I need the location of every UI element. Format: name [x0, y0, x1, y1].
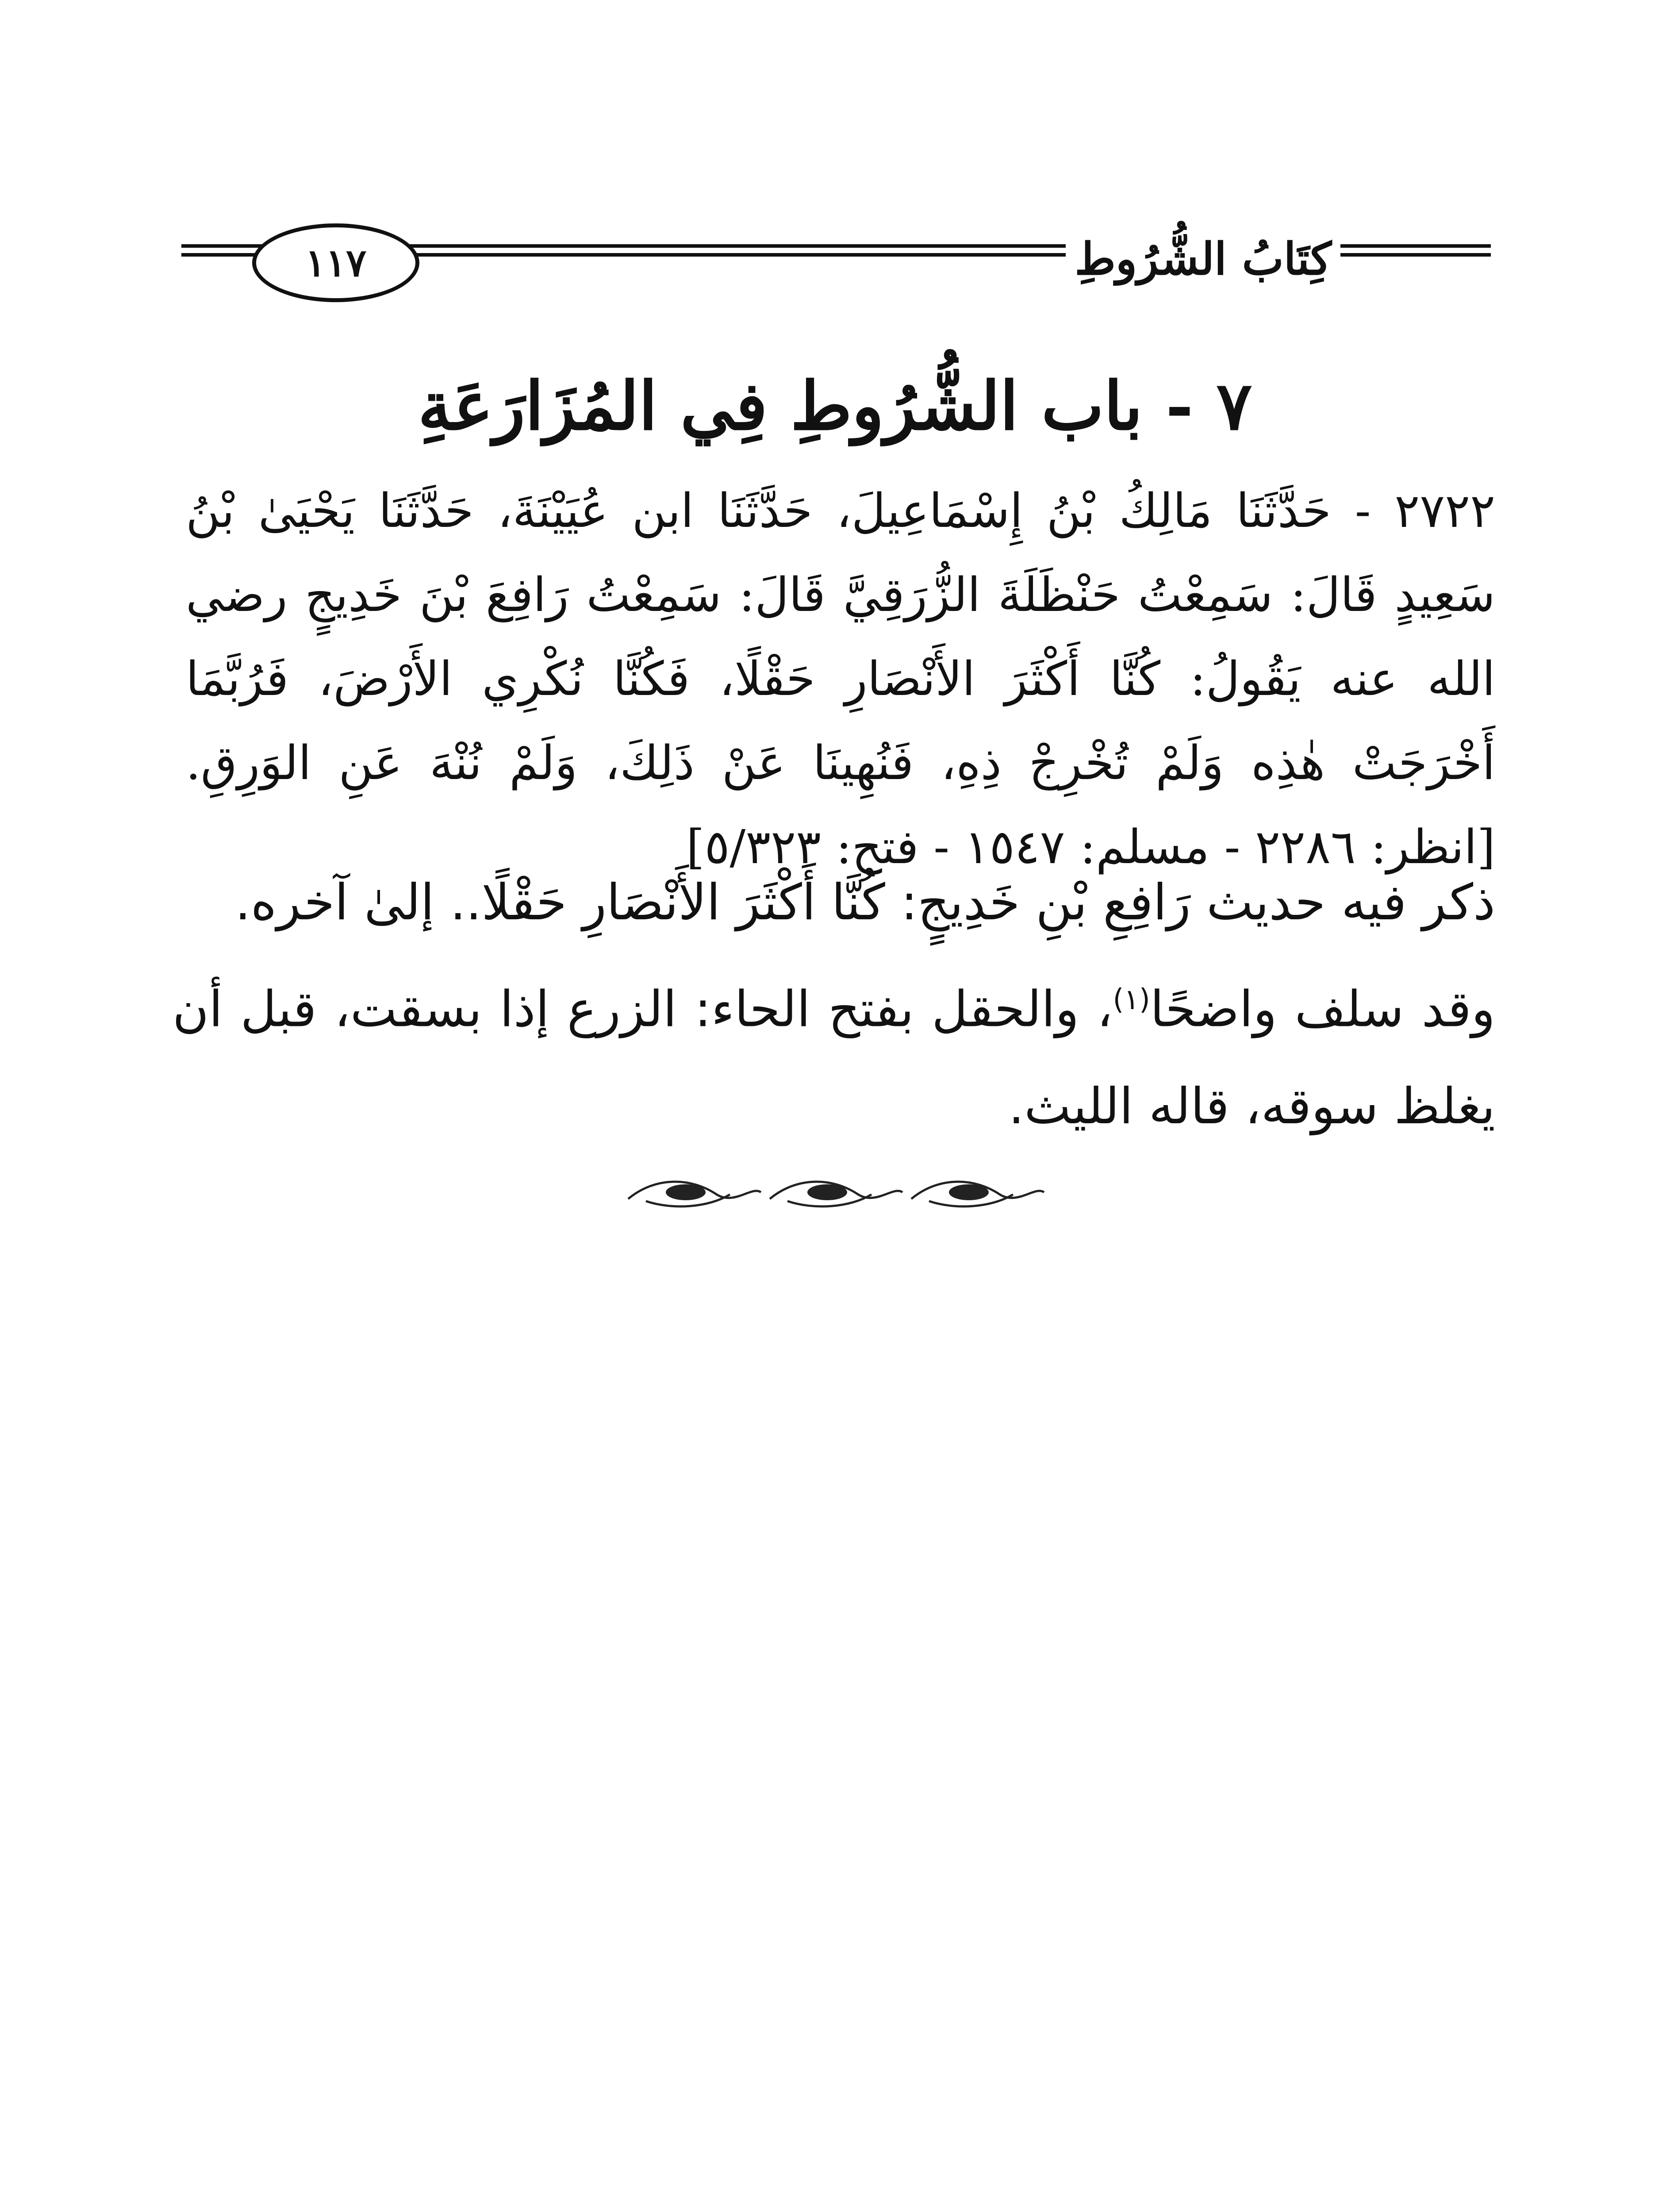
page-number-text: ١١٧ [305, 240, 367, 285]
page-header [181, 212, 1491, 301]
commentary-text: وقد سلف واضحًا [1150, 980, 1496, 1038]
hadith-reference: [انظر: ٢٢٨٦ - مسلم: ١٥٤٧ - فتح: ٥/٣٢٣] [686, 820, 1495, 874]
hadith-text: ٢٧٢٢ - حَدَّثَنَا مَالِكُ بْنُ إِسْمَاعِيلَ، حَدَّثَنَا ابن عُيَيْنَةَ، حَدَّثَنَا يَحْيَىٰ بْنُ سَعِيدٍ قَالَ: سَمِعْتُ حَنْظَلَةَ الزُّرَقِيَّ قَالَ: سَمِعْتُ رَافِعَ بْنَ خَدِيجٍ رضي الله عنه يَقُولُ: كُنَّا أَكْثَرَ الأَنْصَارِ حَقْلًا، فَكُنَّا نُكْرِي الأَرْضَ، فَرُبَّمَا أَخْرَجَتْ هٰذِه وَلَمْ تُخْرِجْ ذِهِ، فَنُهِينَا عَنْ ذَلِكَ، وَلَمْ نُنْهَ عَنِ الوَرِقِ. [186, 484, 1495, 790]
running-book-title: كِتَابُ الشُّرُوطِ [1066, 226, 1340, 292]
page-number [252, 223, 419, 302]
hadith-block [186, 469, 1495, 889]
footnote-marker[interactable]: (١) [1113, 983, 1150, 1016]
commentary-block [173, 854, 1495, 1155]
commentary-text: ، والحقل بفتح الحاء: الزرع إذا بسقت، قبل أن يغلظ سوقه، قاله الليث. [173, 980, 1495, 1136]
commentary-paragraph [173, 951, 1495, 1155]
commentary-line: ذكر فيه حديث رَافِعِ بْنِ خَدِيجٍ: كُنَّا أَكْثَرَ الأَنْصَارِ حَقْلًا.. إلىٰ آخره. [235, 874, 1495, 931]
chapter-title: ٧ - باب الشُّرُوطِ فِي المُزَارَعَةِ [418, 367, 1252, 445]
section-divider-ornament [619, 1168, 1053, 1217]
